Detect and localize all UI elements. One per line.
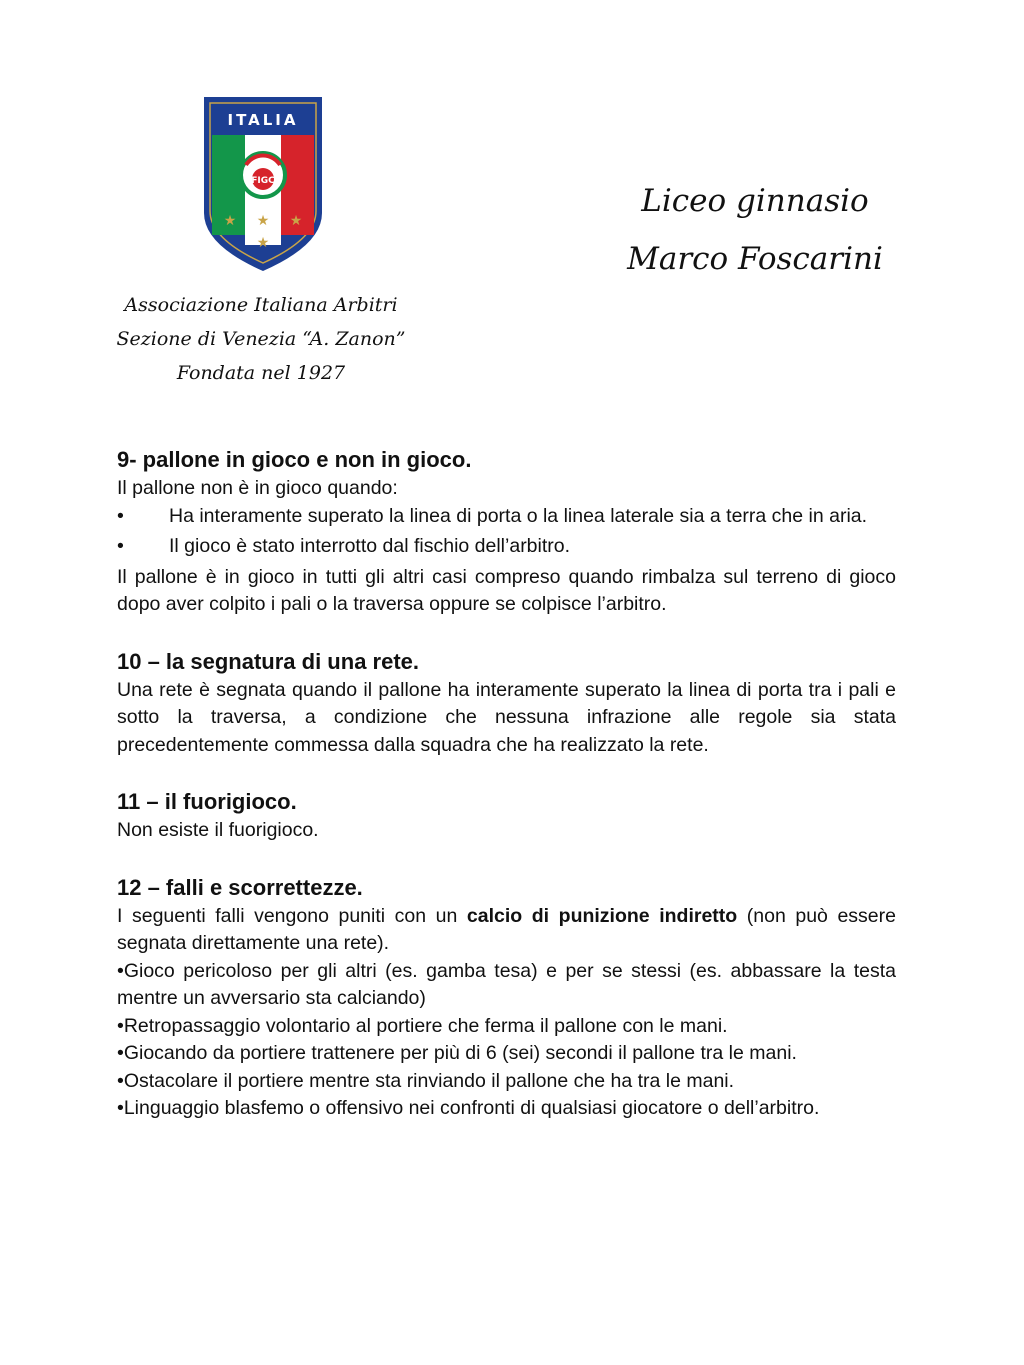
association-section: Sezione di Venezia “A. Zanon”: [116, 328, 406, 350]
section-title: 12 – falli e scorrettezze.: [117, 874, 363, 900]
intro-bold-text: calcio di punizione indiretto: [466, 904, 738, 927]
list-item: [117, 533, 896, 561]
list-item: •Gioco pericoloso per gli altri (es. gamba tesa) e per se stessi (es. abbassare la testa mentre un avversario sta calciando): [117, 959, 896, 1009]
svg-text:★: ★: [256, 212, 270, 228]
list-item: [117, 503, 896, 531]
association-founded: Fondata nel 1927: [176, 362, 346, 384]
school-block: [590, 172, 920, 288]
list-item: •Ostacolare il portiere mentre sta rinviando il pallone che ha tra le mani.: [117, 1069, 735, 1092]
section-text: Una rete è segnata quando il pallone ha interamente superato la linea di porta tra i pali e sotto la traversa, a condizione che nessuna infrazione alle regole sia stata precedentemente commessa dalla squadra che ha realizzato la rete.: [117, 678, 896, 756]
list-item-text: Il gioco è stato interrotto dal fischio dell’arbitro.: [169, 535, 571, 557]
list-item: •Linguaggio blasfemo o offensivo nei confronti di qualsiasi giocatore o dell’arbitro.: [117, 1097, 820, 1119]
bullet-icon: •: [117, 504, 124, 527]
section-9: [117, 444, 896, 619]
section-11: [117, 786, 896, 845]
bullet-icon: •: [117, 535, 124, 557]
list-item: •Retropassaggio volontario al portiere che ferma il pallone con le mani.: [117, 1014, 728, 1037]
bullet-list: [117, 503, 896, 561]
section-intro: Il pallone non è in gioco quando:: [117, 477, 398, 499]
association-block: [96, 288, 426, 390]
logo-label: ITALIA: [227, 111, 299, 129]
rules-content: [117, 444, 896, 1150]
association-name: Associazione Italiana Arbitri: [124, 294, 398, 316]
section-title: 9- pallone in gioco e non in gioco.: [117, 447, 472, 472]
intro-text-end: (non può essere segnata direttamente una rete).: [117, 904, 896, 954]
list-item: •Giocando da portiere trattenere per più di 6 (sei) secondi il pallone tra le mani.: [117, 1042, 797, 1064]
school-line-2: Marco Foscarini: [627, 241, 883, 277]
section-text: Non esiste il fuorigioco.: [117, 819, 319, 841]
figc-logo: [200, 95, 326, 271]
school-line-1: Liceo ginnasio: [641, 183, 869, 219]
section-title: 10 – la segnatura di una rete.: [117, 648, 420, 674]
intro-text: I seguenti falli vengono puniti con un: [117, 904, 467, 927]
section-10: [117, 646, 896, 760]
logo-badge: FIGC: [251, 176, 275, 186]
section-text: Il pallone è in gioco in tutti gli altri casi compreso quando rimbalza sul terreno di gioco dopo aver colpito i pali o la traversa oppure se colpisce l’arbitro.: [117, 565, 896, 615]
section-intro: [117, 903, 896, 958]
list-item-text: Ha interamente superato la linea di porta o la linea laterale sia a terra che in aria.: [169, 504, 868, 527]
svg-text:★: ★: [256, 234, 270, 250]
svg-text:★: ★: [289, 212, 303, 228]
svg-text:★: ★: [223, 212, 237, 228]
section-title: 11 – il fuorigioco.: [117, 789, 297, 814]
section-12: [117, 872, 896, 1123]
figc-shield-icon: [200, 95, 326, 271]
